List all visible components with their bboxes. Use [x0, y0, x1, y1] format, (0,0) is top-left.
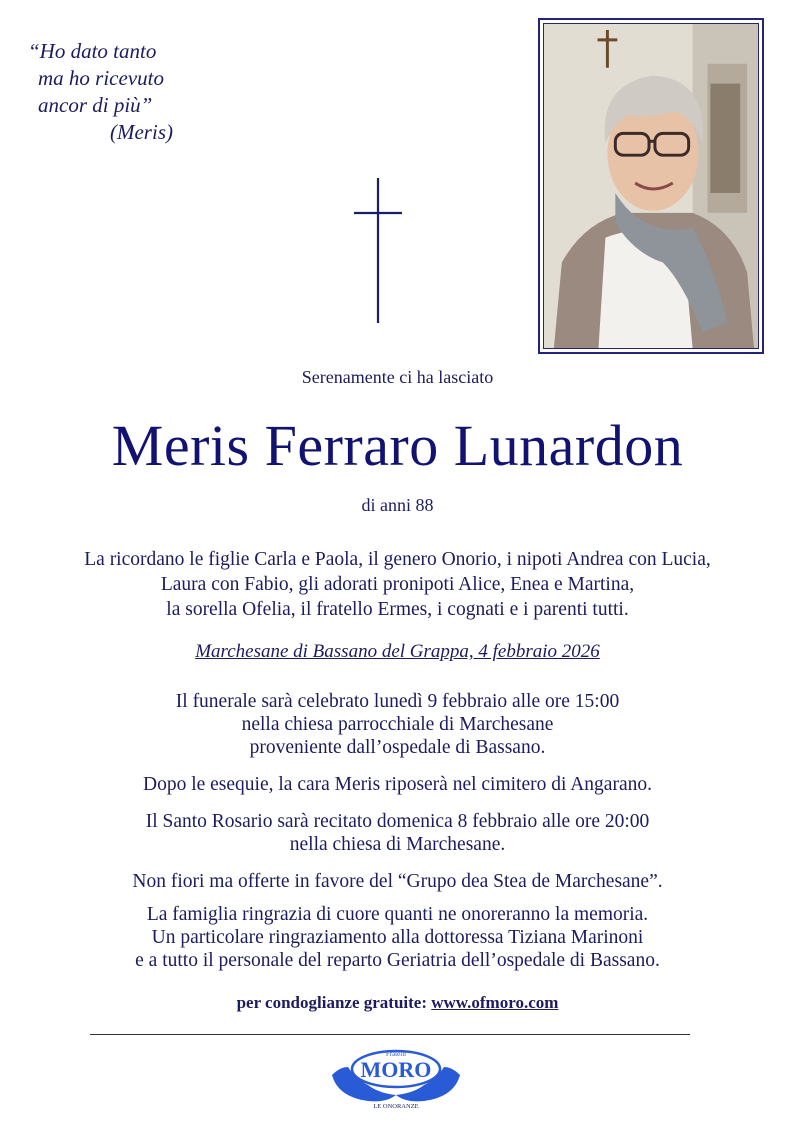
rosary-info [0, 810, 795, 856]
cross-icon [354, 178, 402, 323]
quote-author: (Meris) [110, 120, 173, 144]
thanks-line: e a tutto il personale del reparto Geriatria dell’ospedale di Bassano. [135, 950, 660, 971]
portrait-illustration [544, 24, 758, 348]
thanks-note [0, 903, 795, 972]
condolences-label: per condoglianze gratuite: [236, 993, 427, 1012]
rosary-line: Il Santo Rosario sarà recitato domenica 8 febbraio alle ore 20:00 [145, 811, 650, 832]
epigraph-quote [28, 38, 228, 146]
portrait-frame [538, 18, 764, 354]
place-date [0, 641, 795, 663]
moro-logo [328, 1045, 464, 1111]
funeral-line: proveniente dall’ospedale di Bassano. [249, 737, 546, 758]
logo-main-text: MORO [360, 1057, 432, 1082]
family-line: la sorella Ofelia, il fratello Ermes, i cognati e i parenti tutti. [166, 599, 629, 620]
divider [90, 1034, 690, 1035]
quote-line: ancor di più” [38, 93, 153, 117]
thanks-line: Un particolare ringraziamento alla dottoressa Tiziana Marinoni [151, 927, 644, 948]
logo-top-text: Fratelli [385, 1050, 407, 1058]
funeral-info [0, 690, 795, 759]
condolences-link[interactable]: www.ofmoro.com [431, 993, 559, 1012]
family-line: La ricordano le figlie Carla e Paola, il genero Onorio, i nipoti Andrea con Lucia, [84, 549, 711, 570]
quote-line: ma ho ricevuto [38, 66, 164, 90]
portrait-photo [543, 23, 759, 349]
condolences [0, 993, 795, 1013]
place-date-text: Marchesane di Bassano del Grappa, 4 febbraio 2026 [195, 641, 600, 662]
funeral-line: Il funerale sarà celebrato lunedì 9 febbraio alle ore 15:00 [175, 691, 620, 712]
logo-bottom-text: LE ONORANZE [373, 1103, 419, 1110]
burial-info: Dopo le esequie, la cara Meris riposerà nel cimitero di Angarano. [143, 774, 652, 795]
family-announcement [0, 547, 795, 622]
funeral-line: nella chiesa parrocchiale di Marchesane [241, 714, 554, 735]
deceased-name: Meris Ferraro Lunardon [111, 413, 684, 478]
flowers-note: Non fiori ma offerte in favore del “Grupo dea Stea de Marchesane”. [132, 871, 663, 892]
intro-text: Serenamente ci ha lasciato [301, 367, 494, 387]
rosary-line: nella chiesa di Marchesane. [289, 834, 506, 855]
family-line: Laura con Fabio, gli adorati pronipoti Alice, Enea e Martina, [160, 574, 635, 595]
deceased-age: di anni 88 [361, 495, 434, 515]
thanks-line: La famiglia ringrazia di cuore quanti ne onoreranno la memoria. [146, 904, 649, 925]
quote-line: “Ho dato tanto [28, 39, 157, 63]
